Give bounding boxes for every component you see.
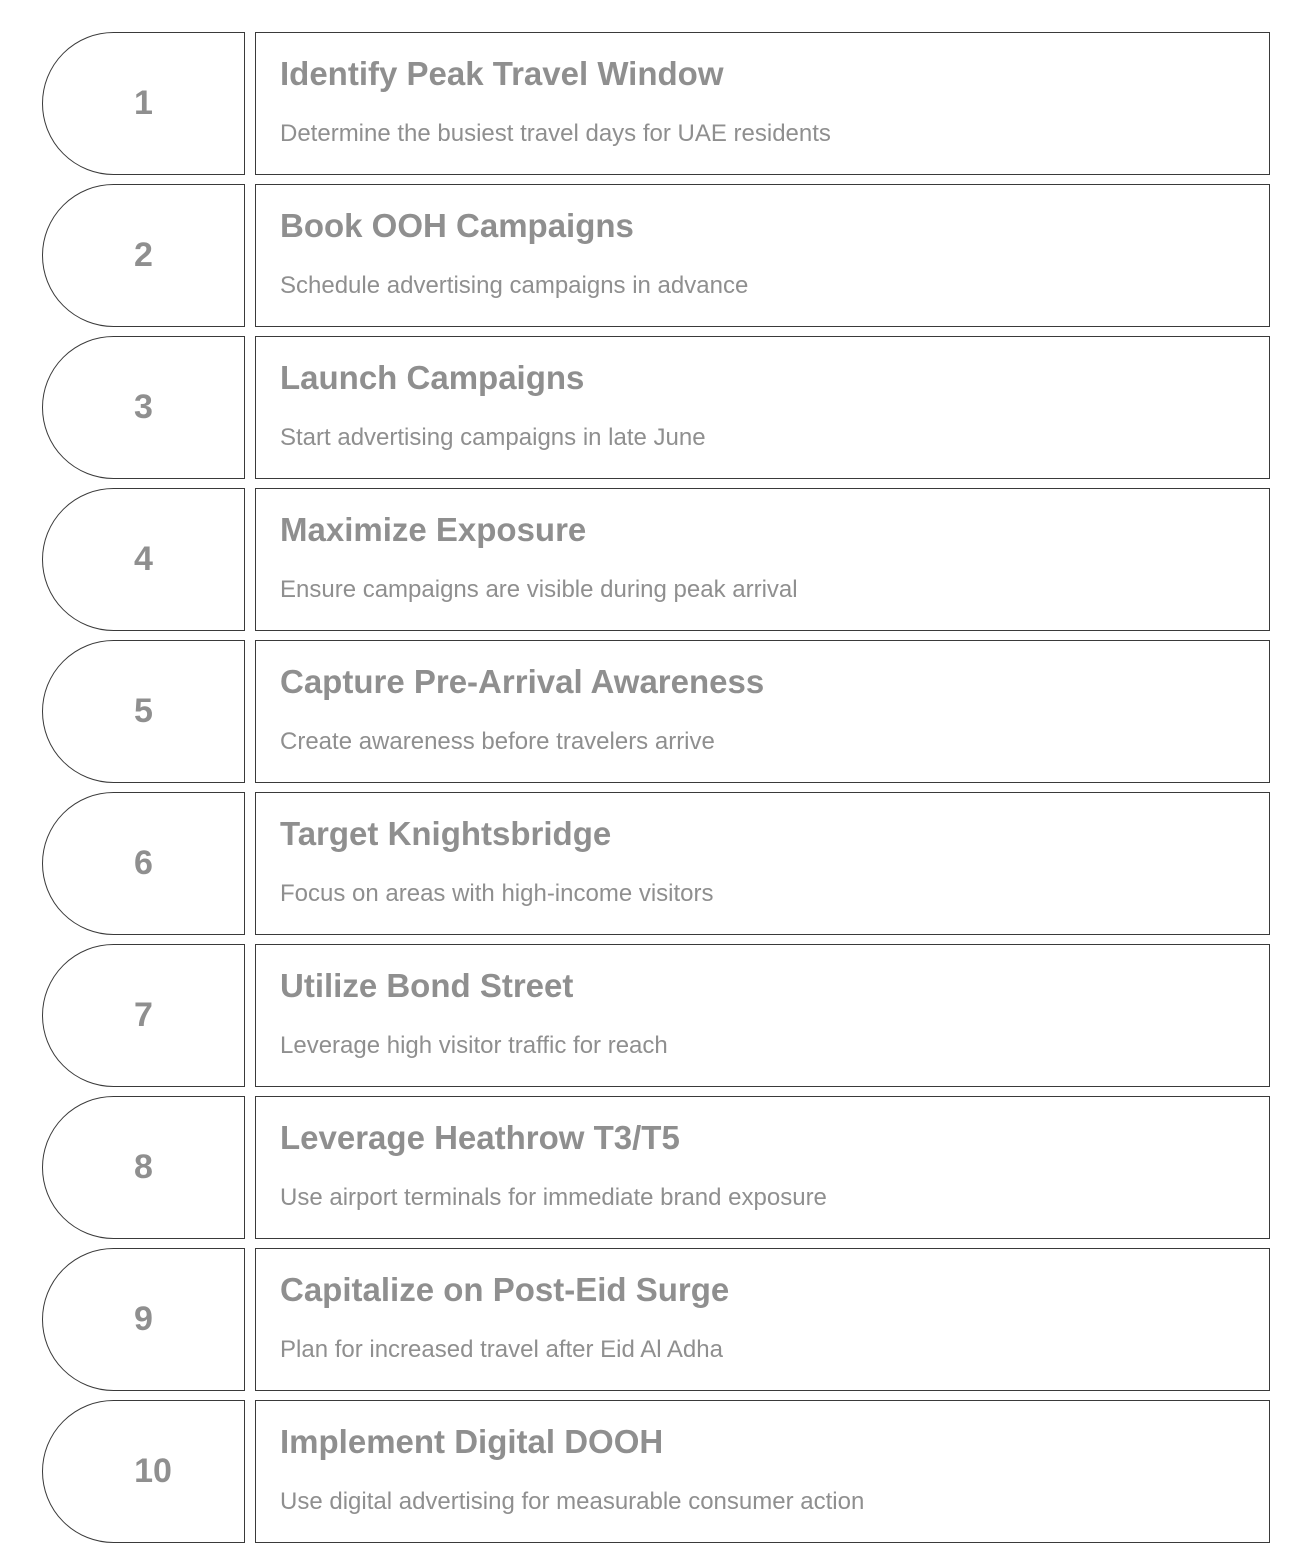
step-description: Use airport terminals for immediate brand exposure [280, 1184, 827, 1211]
step-card [255, 32, 1270, 175]
step-title: Capture Pre-Arrival Awareness [280, 663, 765, 700]
step-number: 4 [134, 540, 153, 578]
step-card [255, 1096, 1270, 1239]
step-card [255, 944, 1270, 1087]
step-card [255, 640, 1270, 783]
step-7 [0, 944, 1308, 1088]
step-number: 7 [134, 996, 153, 1034]
step-title: Utilize Bond Street [280, 967, 574, 1004]
step-description: Create awareness before travelers arrive [280, 728, 715, 755]
step-card [255, 336, 1270, 479]
step-card [255, 488, 1270, 631]
step-number: 5 [134, 692, 153, 730]
step-4 [0, 488, 1308, 632]
step-2 [0, 184, 1308, 328]
step-title: Target Knightsbridge [280, 815, 612, 852]
step-10 [0, 1400, 1308, 1544]
step-number: 2 [134, 236, 153, 274]
step-card [255, 792, 1270, 935]
step-description: Start advertising campaigns in late June [280, 424, 706, 451]
step-title: Book OOH Campaigns [280, 207, 634, 244]
step-description: Determine the busiest travel days for UAE residents [280, 120, 831, 147]
step-title: Launch Campaigns [280, 359, 585, 396]
step-card [255, 184, 1270, 327]
step-number: 10 [134, 1452, 172, 1490]
step-5 [0, 640, 1308, 784]
step-title: Capitalize on Post-Eid Surge [280, 1271, 730, 1308]
step-title: Leverage Heathrow T3/T5 [280, 1119, 680, 1156]
step-description: Ensure campaigns are visible during peak arrival [280, 576, 798, 603]
step-card [255, 1248, 1270, 1391]
step-description: Leverage high visitor traffic for reach [280, 1032, 668, 1059]
step-number: 9 [134, 1300, 153, 1338]
step-1 [0, 32, 1308, 176]
step-9 [0, 1248, 1308, 1392]
step-description: Schedule advertising campaigns in advance [280, 272, 749, 299]
step-8 [0, 1096, 1308, 1240]
step-title: Implement Digital DOOH [280, 1423, 664, 1460]
step-6 [0, 792, 1308, 936]
step-title: Maximize Exposure [280, 511, 587, 548]
step-description: Use digital advertising for measurable consumer action [280, 1488, 865, 1515]
step-description: Plan for increased travel after Eid Al Adha [280, 1336, 723, 1363]
step-title: Identify Peak Travel Window [280, 55, 724, 92]
step-card [255, 1400, 1270, 1543]
step-description: Focus on areas with high-income visitors [280, 880, 714, 907]
step-number: 1 [134, 84, 153, 122]
step-number: 8 [134, 1148, 153, 1186]
step-number: 3 [134, 388, 153, 426]
step-3 [0, 336, 1308, 480]
step-number: 6 [134, 844, 153, 882]
